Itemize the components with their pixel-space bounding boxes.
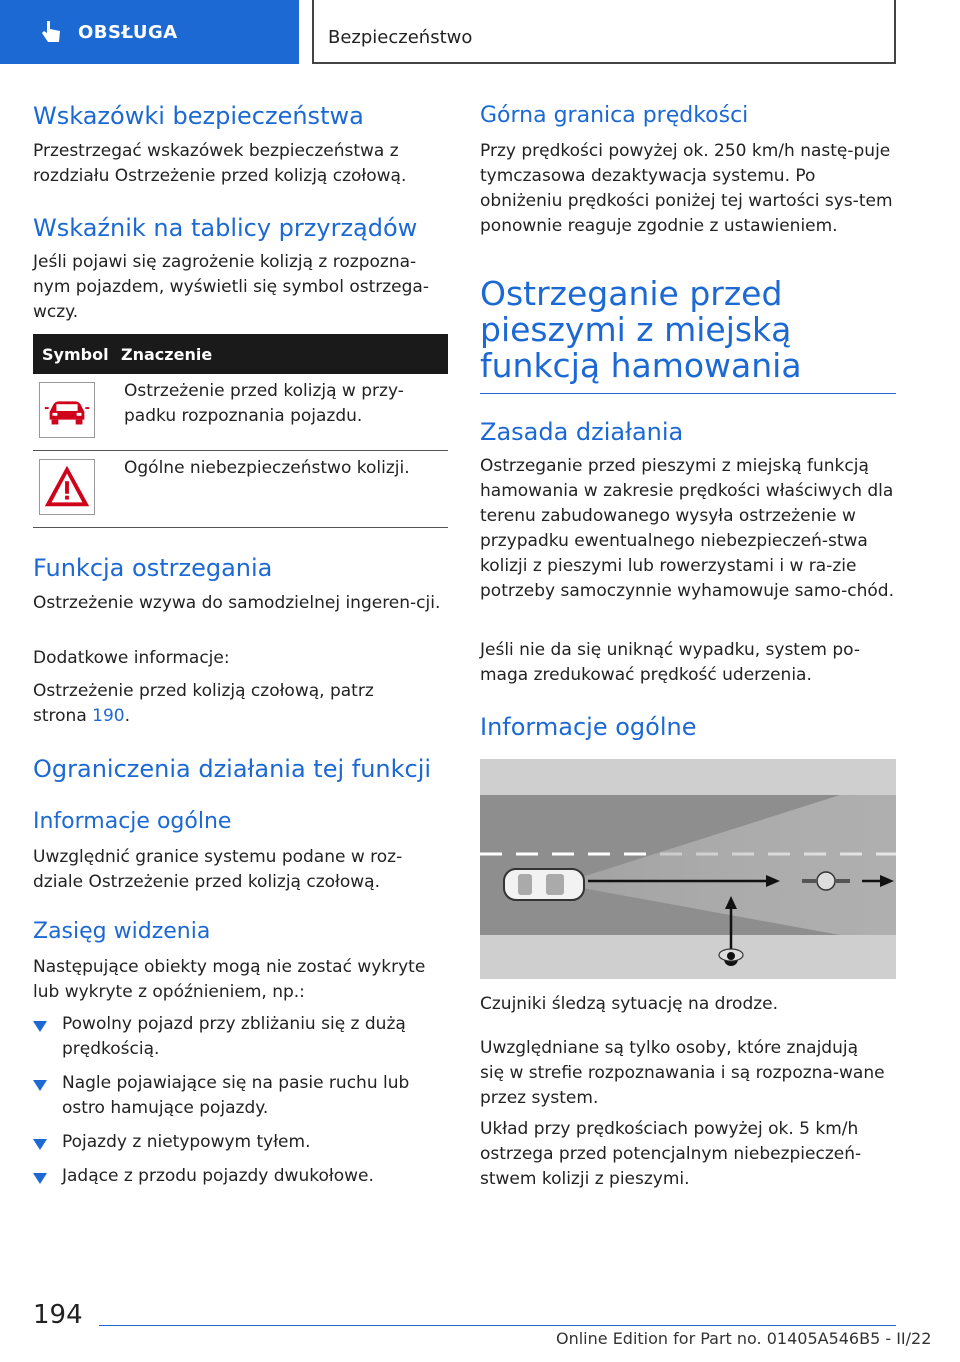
paragraph-indicator: Jeśli pojawi się zagrożenie kolizją z rozpozna-nym pojazdem, wyświetli się symbol ostrzega-wczy. [33, 252, 429, 322]
symbol-table [33, 334, 448, 528]
triangle-bullet-icon [33, 1021, 47, 1032]
paragraph-function-2: Dodatkowe informacje: [33, 648, 230, 668]
list-item: Jadące z przodu pojazdy dwukołowe. [33, 1164, 448, 1189]
paragraph-info-3: Układ przy prędkościach powyżej ok. 5 km/h ostrzega przed potencjalnym niebezpieczeń-stwem kolizji z pieszymi. [480, 1119, 862, 1189]
row-meaning: Ostrzeżenie przed kolizją w przy-padku rozpoznania pojazdu. [124, 381, 404, 426]
edition-label: Online Edition for Part no. 01405A546B5 - II/22 [556, 1329, 932, 1348]
section-tab[interactable] [0, 0, 299, 64]
heading-range: Zasięg widzenia [33, 919, 211, 944]
chapter-label: Bezpieczeństwo [328, 27, 473, 48]
row-meaning: Ogólne niebezpieczeństwo kolizji. [124, 458, 410, 478]
table-header [33, 334, 448, 374]
section-label: OBSŁUGA [78, 21, 178, 43]
divider [480, 393, 896, 394]
bullet-list [33, 1012, 448, 1198]
paragraph-principle-1: Ostrzeganie przed pieszymi z miejską funkcją hamowania w zakresie prędkości właściwych dla terenu zabudowanego wysyła ostrzeżenie w przypadku ewentualnego niebezpieczeń-stwa kolizji z pieszymi lub rowerzystami i w ra-zie potrzeby samoczynnie wyhamowuje samo-chód. [480, 456, 894, 601]
heading-info: Informacje ogólne [480, 713, 697, 741]
paragraph-function-3: Ostrzeżenie przed kolizją czołową, patrz strona 190. [33, 681, 374, 726]
heading-function: Funkcja ostrzegania [33, 554, 273, 582]
triangle-bullet-icon [33, 1173, 47, 1184]
chapter-header [312, 0, 896, 64]
paragraph-info-1: Czujniki śledzą sytuację na drodze. [480, 994, 779, 1014]
triangle-bullet-icon [33, 1080, 47, 1091]
paragraph-safety: Przestrzegać wskazówek bezpieczeństwa z rozdziału Ostrzeżenie przed kolizją czołową. [33, 141, 407, 186]
paragraph-range: Następujące obiekty mogą nie zostać wykryte lub wykryte z opóźnieniem, np.: [33, 957, 426, 1002]
heading-safety: Wskazówki bezpieczeństwa [33, 102, 364, 130]
heading-limits: Ograniczenia działania tej funkcji [33, 755, 432, 783]
general-danger-triangle-icon [39, 459, 95, 515]
hand-pointer-icon [38, 19, 64, 45]
paragraph-info-2: Uwzględniane są tylko osoby, które znajdują się w strefie rozpoznawania i są rozpozna-wane przez system. [480, 1038, 885, 1108]
paragraph-function-1: Ostrzeżenie wzywa do samodzielnej ingeren-cji. [33, 593, 441, 613]
list-item: Powolny pojazd przy zbliżaniu się z dużą prędkością. [33, 1012, 448, 1062]
heading-indicator: Wskaźnik na tablicy przyrządów [33, 214, 418, 242]
paragraph-upper-limit: Przy prędkości powyżej ok. 250 km/h nastę-puje tymczasowa dezaktywacja systemu. Po obniżeniu prędkości poniżej tej wartości sys-tem ponownie reaguje zgodnie z ustawieniem. [480, 141, 893, 236]
car-icon [504, 869, 584, 900]
list-item: Pojazdy z nietypowym tyłem. [33, 1130, 448, 1155]
heading-upper-limit: Górna granica prędkości [480, 103, 749, 128]
triangle-bullet-icon [33, 1139, 47, 1150]
page-number: 194 [33, 1300, 83, 1330]
table-row [33, 374, 448, 451]
list-item: Nagle pojawiające się na pasie ruchu lub ostro hamujące pojazdy. [33, 1071, 448, 1121]
heading-principle: Zasada działania [480, 418, 684, 446]
paragraph-general: Uwzględnić granice systemu podane w roz-dziale Ostrzeżenie przed kolizją czołową. [33, 847, 403, 892]
pedestrian-detection-illustration [480, 759, 896, 979]
heading-general: Informacje ogólne [33, 809, 232, 834]
paragraph-principle-2: Jeśli nie da się uniknąć wypadku, system po-maga zredukować prędkość uderzenia. [480, 640, 861, 685]
table-col-meaning: Znaczenie [121, 344, 213, 364]
table-row [33, 451, 448, 528]
footer-rule [99, 1325, 896, 1326]
page-link[interactable]: 190 [92, 706, 125, 726]
table-col-symbol: Symbol [42, 344, 109, 364]
heading-main: Ostrzeganie przed pieszymi z miejską funkcją hamowania [480, 274, 802, 385]
car-collision-warning-icon [39, 382, 95, 438]
